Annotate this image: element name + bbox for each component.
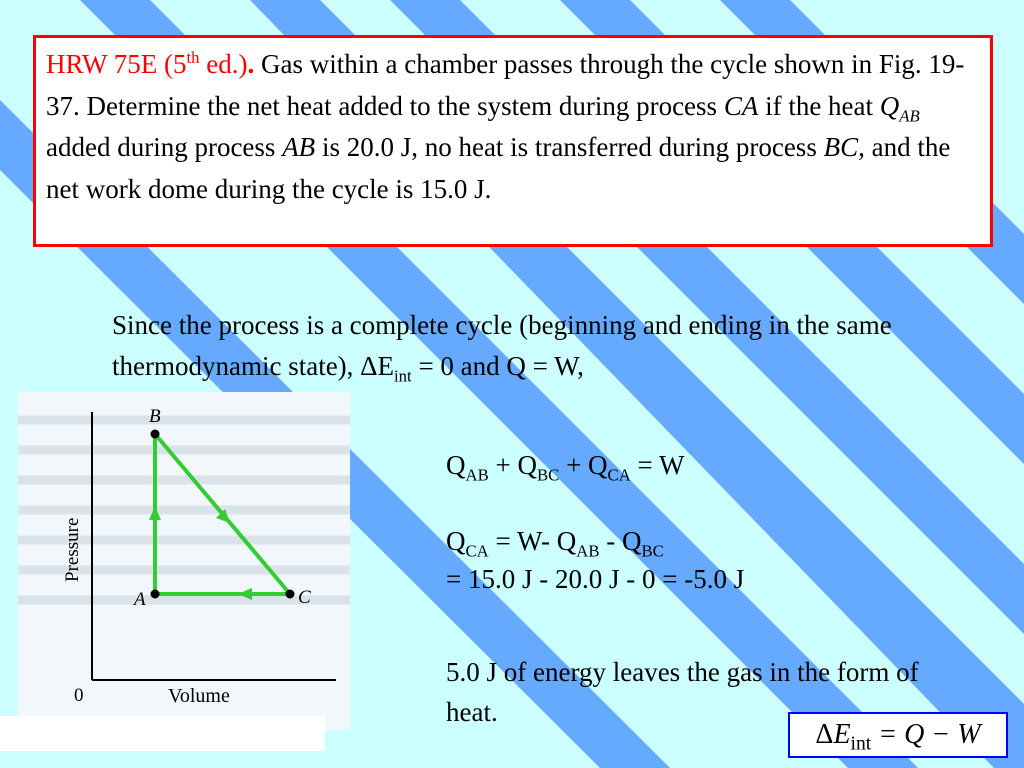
y-axis-label: Pressure — [62, 517, 83, 582]
explanation-text: Since the process is a complete cycle (beginning and ending in the same thermodynamic state), $\Delta E_{int} = 0$ and Q = W, — [112, 310, 892, 386]
point-c-label: C — [298, 587, 311, 608]
pv-diagram — [18, 392, 350, 730]
point-a-marker — [151, 590, 160, 599]
white-strip — [0, 716, 325, 751]
equation-result: = 15.0 J - 20.0 J - 0 = -5.0 J — [446, 564, 745, 594]
equations-block — [446, 446, 986, 598]
origin-label: 0 — [74, 685, 84, 706]
problem-reference: HRW 75E (5th ed.). — [46, 48, 255, 79]
problem-statement-box: HRW 75E (5th ed.). Gas within a chamber passes through the cycle shown in Fig. 19-37. Determine the net heat added to the system during process CA if the heat $Q_{AB}$ added during process AB is 20.0 J, no heat is transferred during process BC, and the net work dome during the cycle is 15.0 J. — [33, 35, 993, 247]
x-axis-label: Volume — [168, 685, 230, 707]
conclusion-text: 5.0 J of energy leaves the gas in the form of heat. — [446, 657, 919, 727]
point-b-label: B — [149, 406, 161, 427]
equation-heat-sum: $Q_{AB} + Q_{BC} + Q_{CA} = W$ — [446, 450, 685, 485]
equation-qca: $Q_{CA} = W-$ $Q_{AB} - Q_{BC}$ — [446, 526, 664, 561]
point-a-label: A — [134, 589, 146, 610]
point-b-marker — [151, 430, 160, 439]
point-c-marker — [286, 590, 295, 599]
first-law-formula: $\Delta E_{int} = Q - W$ — [788, 712, 1008, 758]
